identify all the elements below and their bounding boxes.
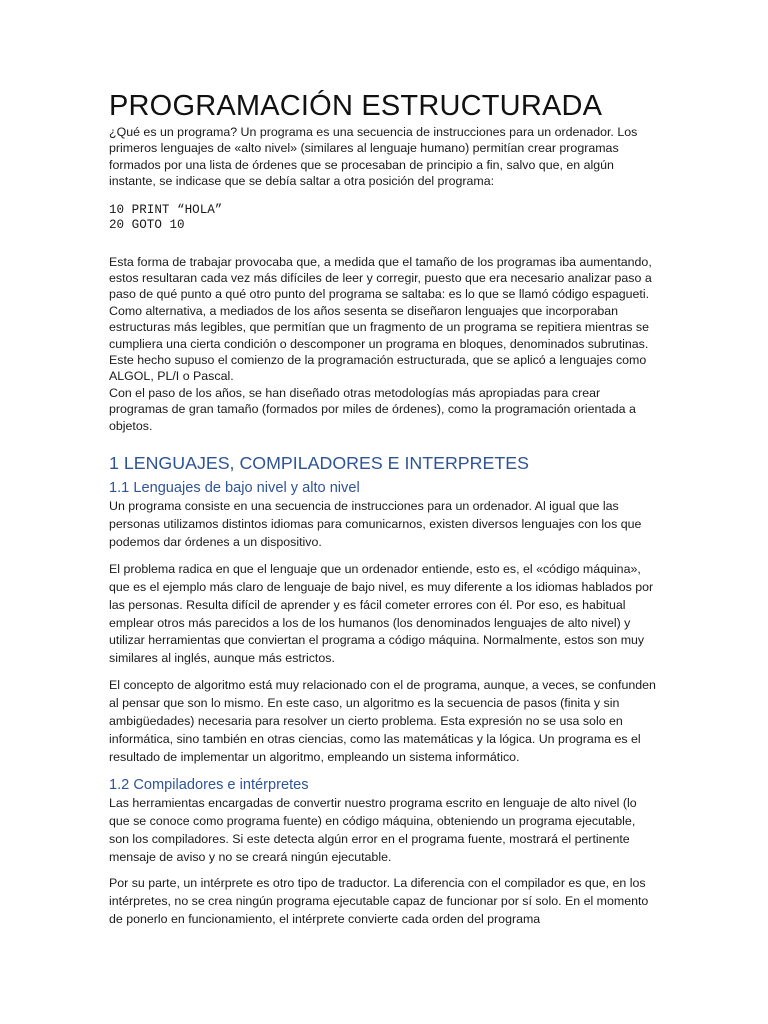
document-title: PROGRAMACIÓN ESTRUCTURADA: [109, 90, 603, 122]
code-line: 10 PRINT “HOLA”: [109, 202, 223, 217]
section-languages: [109, 452, 657, 929]
body-paragraph: El problema radica en que el lenguaje que un ordenador entiende, esto es, el «código máquina», que es el ejemplo más claro de lenguaje de bajo nivel, es muy diferente a los idiomas hablados por las personas. Resulta difícil de aprender y es fácil cometer errores con él. Por eso, es habitual emplear otros más parecidos a los de los humanos (los denominados lenguajes de alto nivel) y utilizar herramientas que conviertan el programa a código máquina. Normalmente, estos son muy similares al inglés, aunque más estrictos.: [109, 561, 654, 666]
subsection-heading-levels: 1.1 Lenguajes de bajo nivel y alto nivel: [109, 480, 360, 497]
intro-paragraph: ¿Qué es un programa? Un programa es una secuencia de instrucciones para un ordenador. Los primeros lenguajes de «alto nivel» (similares al lenguaje humano) permitían crear programas formados por una lista de órdenes que se procesaban de principio a fin, salvo que, en algún instante, se indicase que se debía saltar a otra posición del programa:: [109, 125, 638, 189]
code-block: [109, 203, 657, 234]
section-heading: 1 LENGUAJES, COMPILADORES E INTERPRETES: [109, 453, 529, 474]
body-paragraph: Las herramientas encargadas de convertir nuestro programa escrito en lenguaje de alto nivel (lo que se conoce como programa fuente) en código máquina, obteniendo un programa ejecutable, son los compiladores. Si este detecta algún error en el programa fuente, mostrará el pertinente mensaje de aviso y no se creará ningún ejecutable.: [109, 795, 637, 864]
body-paragraph: El concepto de algoritmo está muy relacionado con el de programa, aunque, a veces, se confunden al pensar que son lo mismo. En este caso, un algoritmo es la secuencia de pasos (finita y sin ambigüedades) necesaria para resolver un cierto problema. Esta expresión no se usa solo en informática, sino también en otras ciencias, como las matemáticas y la lógica. Un programa es el resultado de implementar un algoritmo, empleando un sistema informático.: [109, 678, 656, 764]
body-paragraph: Por su parte, un intérprete es otro tipo de traductor. La diferencia con el compilador es que, en los intérpretes, no se crea ningún programa ejecutable capaz de funcionar por sí solo. En el momento de ponerlo en funcionamiento, el intérprete convierte cada orden del programa: [109, 876, 649, 927]
code-line: 20 GOTO 10: [109, 218, 185, 233]
paragraph-spaghetti-code: Esta forma de trabajar provocaba que, a medida que el tamaño de los programas iba aumentando, estos resultaran cada vez más difíciles de leer y corregir, puesto que era necesario analizar paso a paso de qué punto a qué otro punto del programa se saltaba: es lo que se llamó código espagueti. Como alternativa, a mediados de los años sesenta se diseñaron lenguajes que incorporaban estructuras más legibles, que permitían que un fragmento de un programa se repitiera mientras se cumpliera una cierta condición o descomponer un programa en bloques, denominados subrutinas. Este hecho supuso el comienzo de la programación estructurada, que se aplicó a lenguajes como ALGOL, PL/I o Pascal.: [109, 254, 652, 384]
body-paragraph: Un programa consiste en una secuencia de instrucciones para un ordenador. Al igual que las personas utilizamos distintos idiomas para comunicarnos, existen diversos lenguajes con los que podemos dar órdenes a un dispositivo.: [109, 499, 642, 549]
document-page: [109, 88, 657, 929]
paragraph-methodologies: Con el paso de los años, se han diseñado otras metodologías más apropiadas para crear programas de gran tamaño (formados por miles de órdenes), como la programación orientada a objetos.: [109, 385, 636, 433]
subsection-heading-compilers: 1.2 Compiladores e intérpretes: [109, 776, 309, 793]
